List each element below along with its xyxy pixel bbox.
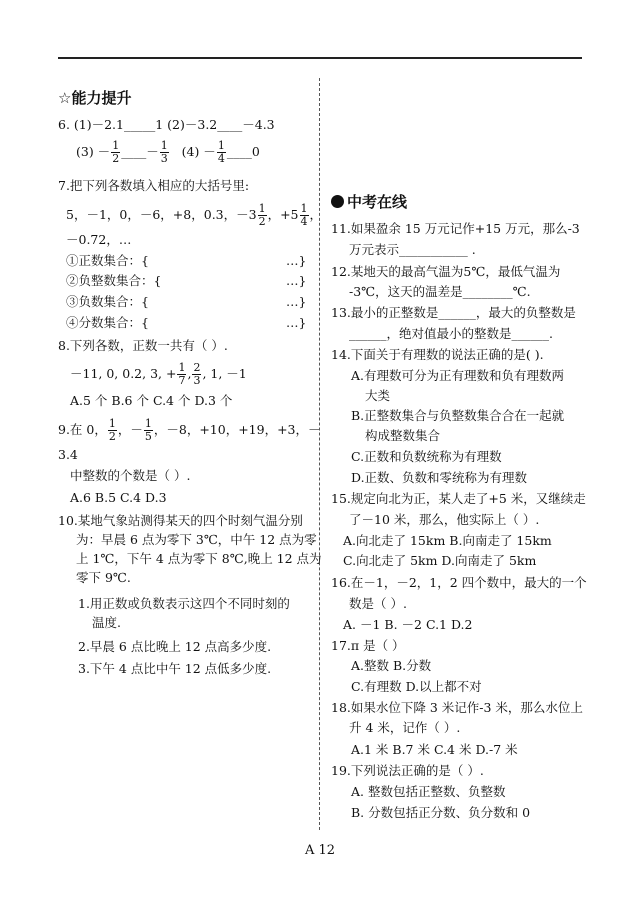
star-icon: ☆ xyxy=(58,89,72,107)
q16-line: 16.在－1，－2，1，2 四个数中，最大的一个 xyxy=(331,575,587,590)
q17-line: A.整数 B.分数 xyxy=(351,658,432,673)
q19-line: 19.下列说法正确的是（ ）. xyxy=(331,763,484,778)
q8-stem: 8.下列各数，正数一共有（ ）. xyxy=(58,338,228,353)
q7-set-3-end: …} xyxy=(286,294,307,309)
column-divider xyxy=(319,78,320,830)
q14-line: A.有理数可分为正有理数和负有理数两 xyxy=(351,368,565,383)
q19-line: B. 分数包括正分数、负分数和 0 xyxy=(351,805,531,820)
q10-line: 上 1℃，下午 4 点为零下 8℃,晚上 12 点为 xyxy=(76,551,322,566)
q13-line: ______，绝对值最小的整数是______. xyxy=(349,326,553,341)
q10-line: 为：早晨 6 点为零下 3℃，中午 12 点为零 xyxy=(76,532,317,547)
q19-line: A. 整数包括正整数、负整数 xyxy=(351,784,506,799)
fraction: $\frac{1}{2}$ xyxy=(112,139,120,165)
q7-set-4: ④分数集合：{ xyxy=(66,315,149,330)
q16-line: A. －1 B. －2 C.1 D.2 xyxy=(343,617,473,632)
q15-line: C.向北走了 5km D.向南走了 5km xyxy=(343,553,537,568)
q8-options: A.5 个 B.6 个 C.4 个 D.3 个 xyxy=(70,393,233,408)
section-title-ability: ☆能力提升 xyxy=(58,89,132,107)
q10-line: 3.下午 4 点比中午 12 点低多少度. xyxy=(78,661,272,676)
q14-line: D.正数、负数和零统称为有理数 xyxy=(351,470,528,485)
q17-line: C.有理数 D.以上都不对 xyxy=(351,679,482,694)
q10-line: 1.用正数或负数表示这四个不同时刻的 xyxy=(78,596,290,611)
q14-line: B.正整数集合与负整数集合合在一起就 xyxy=(351,408,565,423)
fraction: $\frac{1}{4}$ xyxy=(217,139,225,165)
q14-line: 构成整数集合 xyxy=(365,428,441,443)
q15-line: 了－10 米，那么，他实际上（ ）. xyxy=(349,512,540,527)
q14-line: C.正数和负数统称为有理数 xyxy=(351,449,502,464)
q14-line: 大类 xyxy=(365,388,391,403)
q6-line2: (3) － $\frac{1}{2}$ ____－ $\frac{1}{3}$ (4) － $\frac{1}{4}$ ____0 xyxy=(76,139,260,165)
q15-line: 15.规定向北为正，某人走了+5 米，又继续走 xyxy=(331,491,586,506)
q7-set-3: ③负数集合：{ xyxy=(66,294,149,309)
q18-line: A.1 米 B.7 米 C.4 米 D.-7 米 xyxy=(351,742,518,757)
q7-set-1: ①正数集合：{ xyxy=(66,253,149,268)
q9-options: A.6 B.5 C.4 D.3 xyxy=(70,490,167,505)
q7-set-4-end: …} xyxy=(286,315,307,330)
q7-set-2: ②负整数集合：{ xyxy=(66,273,162,288)
q10-line: 温度. xyxy=(92,615,121,630)
q12-line: -3℃，这天的温差是________℃. xyxy=(349,284,531,299)
page-number: A 12 xyxy=(304,843,336,858)
q14-line: 14.下面关于有理数的说法正确的是( ). xyxy=(331,347,544,362)
fraction: $\frac{1}{3}$ xyxy=(160,139,168,165)
q10-line: 2.早晨 6 点比晚上 12 点高多少度. xyxy=(78,639,272,654)
q16-line: 数是（ ）. xyxy=(349,596,407,611)
q11-line: 万元表示___________ . xyxy=(349,242,476,257)
header-rule xyxy=(58,57,582,59)
q7-set-2-end: …} xyxy=(286,273,307,288)
q7-numbers-1: 5，－1，0，－6，+8，0.3，－3 $\frac{1}{2}$ ，+5 $\frac{1}{4}$ ， xyxy=(66,202,323,228)
q13-line: 13.最小的正整数是______，最大的负整数是 xyxy=(331,305,576,320)
q7-numbers-2: －0.72，… xyxy=(66,232,132,247)
q17-line: 17.π 是（ ） xyxy=(331,638,405,653)
q9-line3: 中整数的个数是（ ）. xyxy=(70,468,191,483)
q8-numbers: －11, 0, 0.2, 3, + $\frac{1}{7}$ , $\frac{2}{3}$ , 1, －1 xyxy=(70,361,247,387)
q12-line: 12.某地天的最高气温为5℃，最低气温为 xyxy=(331,264,561,279)
q10-line: 零下 9℃. xyxy=(76,570,131,585)
bullet-icon xyxy=(331,195,344,208)
section-title-exam: 中考在线 xyxy=(331,194,407,210)
q7-stem: 7.把下列各数填入相应的大括号里: xyxy=(58,178,250,193)
q18-line: 升 4 米，记作（ ）. xyxy=(349,720,461,735)
q10-line: 10.某地气象站测得某天的四个时刻气温分别 xyxy=(58,513,303,528)
q11-line: 11.如果盈余 15 万元记作+15 万元，那么-3 xyxy=(331,221,580,236)
q9-line2: 3.4 xyxy=(58,447,78,462)
q6-line1: 6. (1)－2.1_____1 (2)－3.2____－4.3 xyxy=(58,117,275,132)
q7-set-1-end: …} xyxy=(286,253,307,268)
q9-stem: 9.在 0， $\frac{1}{2}$ ，－ $\frac{1}{5}$ ，－8，+10，+19，+3，－ xyxy=(58,417,321,443)
q18-line: 18.如果水位下降 3 米记作-3 米，那么水位上 xyxy=(331,700,583,715)
q15-line: A.向北走了 15km B.向南走了 15km xyxy=(343,533,552,548)
